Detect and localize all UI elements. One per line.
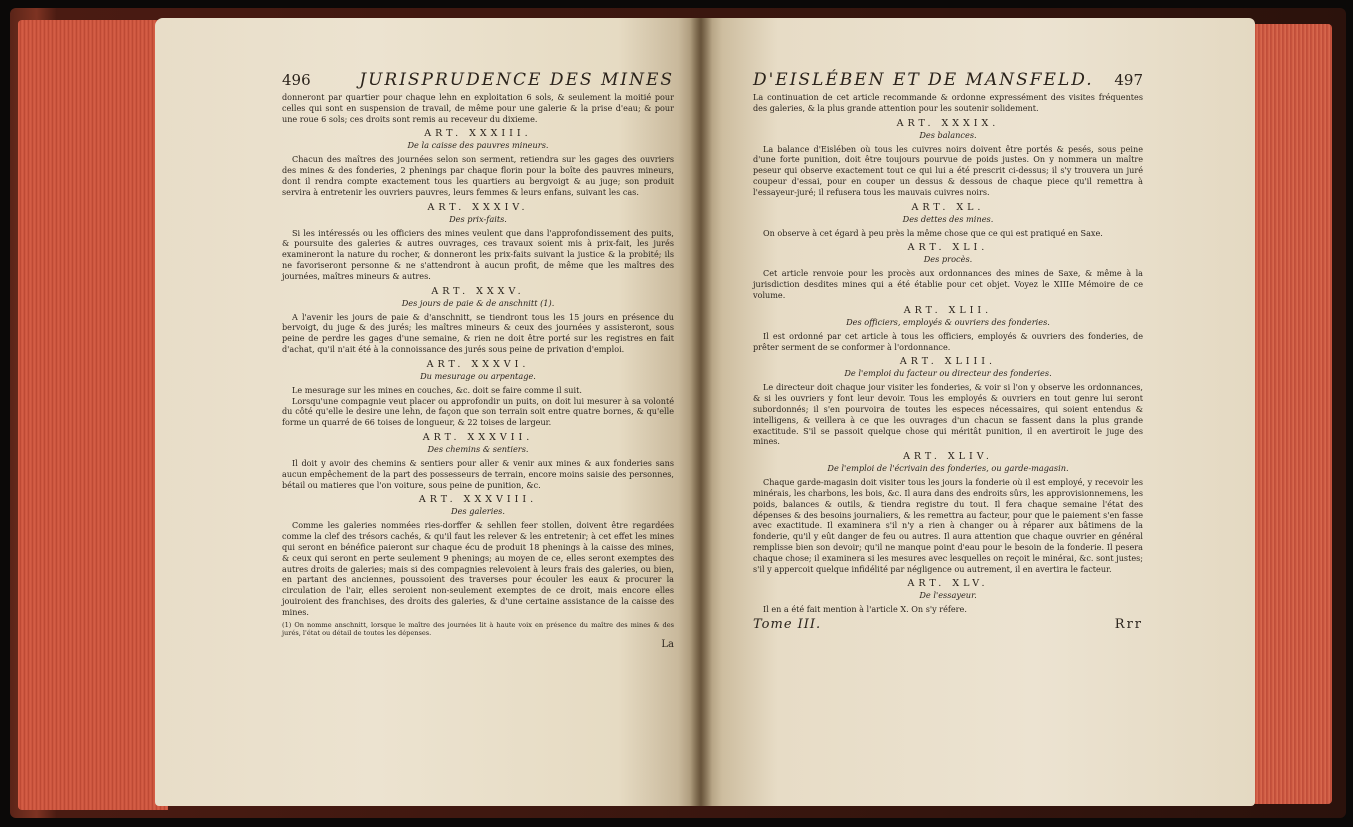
article-paragraph: Il en a été fait mention à l'article X. On s'y réfere. — [763, 604, 967, 615]
signature-mark: Rrr — [1114, 617, 1143, 633]
article-paragraph: Lorsqu'une compagnie veut placer ou approfondir un puits, on doit lui mesurer à sa volonté du côté qu'elle le desire une lehn, de façon que son terrain soit entre quatre bornes, & qu'elle forme un quarré de 66 toises de longueur, & 22 toises de largeur. — [282, 395, 674, 428]
article-subtitle: Des balances. — [919, 129, 977, 140]
article-subtitle: Des officiers, employés & ouvriers des fonderies. — [846, 316, 1050, 327]
article-paragraph: Si les intéressés ou les officiers des mines veulent que dans l'approfondissement des puits, & poursuite des galeries & autres ouvrages, ces travaux soient mis à prix-fait, les jurés examineront la nature du rocher, & donneront les prix-faits suivant la justice & la probité; ils ne favoriseront personne & ne s'attendront à aucun profit, de même que les maîtres des journées, maîtres mineurs & autres. — [282, 227, 674, 281]
left-page — [155, 18, 700, 806]
right-page — [700, 18, 1255, 806]
right-running-head — [753, 70, 1143, 90]
right-opening-paragraph: La continuation de cet article recommande & ordonne expressément des visites fréquentes des galeries, & la plus grande attention pour les soutenir solidement. — [753, 92, 1143, 113]
article-subtitle: Des dettes des mines. — [902, 213, 994, 224]
article-paragraph: Chacun des maîtres des journées selon son serment, retiendra sur les gages des ouvriers des mines & des fonderies, 2 phenings par chaque florin pour la boîte des pauvres mineurs, dont il rendra compte exactement tous les quartiers au bergvoigt & au juge; son produit servira à entretenir les ouvriers pauvres, leurs femmes & leurs enfans, suivant les cas. — [282, 154, 674, 197]
article-paragraph: Cet article renvoie pour les procès aux ordonnances des mines de Saxe, & même à la jurisdiction desdites mines qui a été établie pour cet objet. Voyez le XIIIe Mémoire de ce volume. — [753, 268, 1143, 300]
article-paragraph: Chaque garde-magasin doit visiter tous les jours la fonderie où il est employé, y recevoir les minérais, les charbons, les bois, &c. Il aura dans des endroits sûrs, les approvisionnemens, les poids, balances & outils, & tiendra registre du tout. Il fera chaque semaine l'état des dépenses & des besoins journaliers, & les remettra au facteur, pour que le paiement s'en fasse avec exactitude. Il examinera s'il n'y a rien à changer ou à réparer aux bâtimens de la fonderie, qu'il y eût danger de feu ou autres. Il aura attention que chaque ouvrier en général remplisse bien son devoir; qu'il ne manque point d'eau pour le besoin de la fonderie. Il pesera chaque chose; il examinera si les mesures avec lesquelles on reçoit le minérai, &c. sont justes; s'il y appercoit quelque infidélité par négligence ou autrement, il en avertira le facteur. — [753, 477, 1143, 574]
article-heading: ART. XLI. — [907, 242, 989, 254]
right-page-text — [753, 70, 1143, 632]
article-paragraph: Comme les galeries nommées ries-dorffer & sehllen feer stollen, doivent être regardées comme la clef des trésors cachés, & qu'il faut les relever & les entretenir; à cet effet les mines qui seront en bénéfice paieront sur chaque écu de produit 18 phenings à la caisse des mines, & ceux qui seront en perte seulement 9 phenings; au moyen de ce, elles seront exemptes des autres droits de galeries; mais si des compagnies relevoient à leurs frais des galeries, ou bien, en partant des anciennes, poussoient des traverses pour écouler les eaux & procurer la circulation de l'air, elles seroient non-seulement exemptes de ce droit, mais encore elles jouiroient des franchises, des droits des galeries, & d'une certaine assistance de la caisse des mines. — [282, 520, 674, 617]
volume-label: Tome III. — [753, 617, 822, 633]
article-heading: ART. XLII. — [903, 304, 993, 316]
left-running-head — [282, 70, 674, 90]
article-subtitle: Des procès. — [923, 254, 973, 265]
article-paragraph: Il doit y avoir des chemins & sentiers pour aller & venir aux mines & aux fonderies sans aucun empêchement de la part des possesseurs de terrain, encore moins saisie des personnes, bétail ou matieres que l'on voiture, sous peine de punition, &c. — [282, 457, 674, 490]
article-heading: ART. XLV. — [907, 578, 989, 590]
catchword: La — [661, 639, 674, 651]
article-subtitle: De l'emploi du facteur ou directeur des fonderies. — [844, 368, 1052, 379]
article-paragraph: Le mesurage sur les mines en couches, &c. doit se faire comme il suit. — [292, 384, 582, 395]
article-heading: ART. XXXIII. — [424, 128, 532, 140]
article-heading: ART. XXXVIII. — [418, 494, 538, 506]
right-running-title: D'EISLÉBEN ET DE MANSFELD. — [753, 70, 1094, 90]
right-page-edges — [1248, 24, 1332, 804]
article-paragraph: Il est ordonné par cet article à tous les officiers, employés & ouvriers des fonderies, de prêter serment de se conformer à l'ordonnance. — [753, 330, 1143, 352]
article-subtitle: Des jours de paie & de anschnitt (1). — [401, 297, 555, 308]
page-footer — [753, 617, 1143, 632]
article-subtitle: De la caisse des pauvres mineurs. — [407, 140, 549, 151]
article-heading: ART. XXXIX. — [896, 117, 1000, 129]
book-gutter — [690, 18, 712, 806]
article-heading: ART. XLIV. — [903, 451, 993, 463]
right-page-number: 497 — [1114, 71, 1143, 89]
article-subtitle: Du mesurage ou arpentage. — [420, 370, 536, 381]
article-heading: ART. XLIII. — [899, 356, 997, 368]
left-page-text — [282, 70, 674, 650]
article-heading: ART. XXXIV. — [427, 201, 529, 213]
article-paragraph: A l'avenir les jours de paie & d'anschnitt, se tiendront tous les 15 jours en présence du bervoigt, du juge & des jurés; les maîtres mineurs & ceux des journées y assisteront, sous peine de perdre les gages d'une semaine, & rien ne doit être porté sur les registres en fait d'achat, qu'il n'ait été à la connoissance des jurés sous peine de privation d'emploi. — [282, 311, 674, 354]
footnote: (1) On nomme anschnitt, lorsque le maître des journées lit à haute voix en présence du maître des mines & des jurés, l'état ou détail de toutes les dépenses. — [282, 620, 674, 637]
article-subtitle: De l'essayeur. — [919, 590, 977, 601]
article-heading: ART. XXXV. — [431, 285, 525, 297]
article-subtitle: Des prix-faits. — [449, 213, 507, 224]
left-page-edges — [18, 20, 168, 810]
left-opening-paragraph: donneront par quartier pour chaque lehn en exploitation 6 sols, & seulement la moitié pour celles qui sont en suspension de travail, de même pour une galerie & la prise d'eau; & pour une roue 6 sols; ces droits sont remis au receveur du dixieme. — [282, 92, 674, 124]
article-paragraph: La balance d'Eislében où tous les cuivres noirs doivent être portés & pesés, sous peine d'une forte punition, doit être toujours pourvue de poids justes. On y nommera un maître peseur qui observe exactement tout ce qui lui a été prescrit ci-dessus; il s'y trouvera un juré coupeur d'essai, pour en couper un dessus & dessous de chaque piece qu'il remettra à l'essayeur-juré; il refusera tous les mauvais cuivres noirs. — [753, 143, 1143, 197]
article-subtitle: De l'emploi de l'écrivain des fonderies, ou garde-magasin. — [827, 463, 1069, 474]
left-page-number: 496 — [282, 71, 311, 89]
left-running-title: JURISPRUDENCE DES MINES — [359, 70, 674, 90]
article-paragraph: Le directeur doit chaque jour visiter les fonderies, & voir si l'on y observe les ordonnances, & si les ouvriers y font leur devoir. Tous les employés & ouvriers en tout genre lui seront subordonnés; il s'en pourvoira de toutes les especes nécessaires, qui soient entendus & intelligens, & veillera à ce que les ouvrages d'un chacun se fassent dans la plus grande exactitude. S'il se passoit quelque chose qui méritât punition, il en avertiroit le juge des mines. — [753, 382, 1143, 447]
article-paragraph: On observe à cet égard à peu près la même chose que ce qui est pratiqué en Saxe. — [763, 227, 1103, 238]
article-subtitle: Des galeries. — [451, 506, 505, 517]
article-subtitle: Des chemins & sentiers. — [427, 443, 529, 454]
article-heading: ART. XXXVII. — [422, 431, 534, 443]
article-heading: ART. XL. — [911, 201, 985, 213]
article-heading: ART. XXXVI. — [426, 358, 530, 370]
